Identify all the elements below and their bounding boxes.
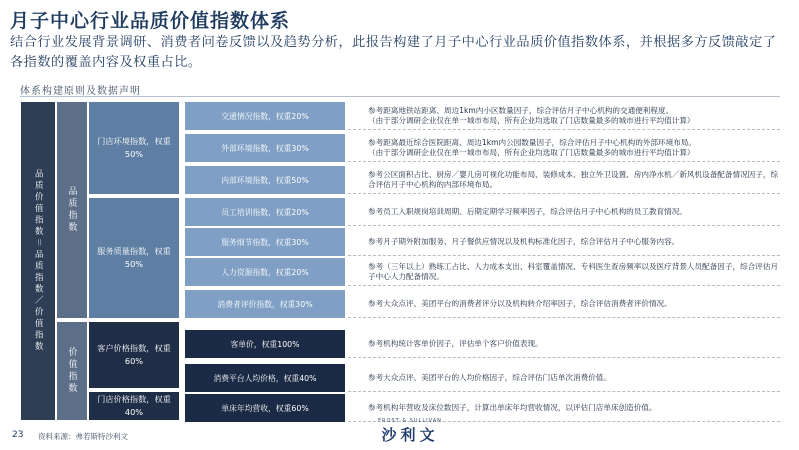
section-divider <box>20 96 780 97</box>
desc-service-detail-text: 参考月子期外附加服务、月子餐供应情况以及机构标准化因子，综合评估月子中心服务内容。 <box>368 236 680 246</box>
desc-training-text: 参考员工入职规岗培训周期、后期定期学习频率因子，综合评估月子中心机构的员工教育情况。 <box>368 206 687 216</box>
section-label: 体系构建原则及数据声明 <box>20 86 141 97</box>
price-index-label: 客户价格指数，权重60% <box>97 343 171 366</box>
service-index-label: 服务质量指数，权重50% <box>97 246 171 269</box>
desc-external-env <box>348 134 780 162</box>
quality-index-block <box>57 102 87 318</box>
indicator-external-env: 外部环境指数，权重30% <box>185 134 345 162</box>
desc-bed-revenue-text: 参考机构年营收及床位数因子，计算出单床年均营收情况，以评估门店单床创造价值。 <box>368 402 657 412</box>
indicator-bed-revenue: 单床年均营收，权重60% <box>185 394 345 422</box>
desc-internal-env <box>348 166 780 194</box>
root-index-block <box>21 102 55 420</box>
desc-external-env-note: （由于部分调研企业仅在单一城市布局，所有企业均选取了门店数量最多的城市进行平均值计算） <box>368 147 695 157</box>
quality-index-label: 品质指数 <box>66 186 77 234</box>
source-note: 资料来源：弗若斯特沙利文 <box>38 432 128 441</box>
desc-platform-price <box>348 364 780 392</box>
service-index-block <box>89 198 179 318</box>
page-subtitle: 结合行业发展背景调研、消费者问卷反馈以及趋势分析，此报告构建了月子中心行业品质价值指数体系，并根据多方反馈敲定了各指数的覆盖内容及权重占比。 <box>10 35 777 70</box>
desc-training <box>348 198 780 226</box>
indicator-consumer-review: 消费者评价指数，权重30% <box>185 290 345 318</box>
value-index-block <box>57 322 87 420</box>
desc-traffic-note: （由于部分调研企业仅在单一城市布局，所有企业均选取了门店数量最多的城市进行平均值计算） <box>368 115 695 125</box>
desc-internal-env-text: 参考公区面积占比、厨房／婴儿房可视化功能布局、装修成本、独立外卫设置、房内净水机／新风机设备配备情况因子，综合评估月子中心机构的内部环境布局。 <box>368 169 779 189</box>
desc-unit-price <box>348 330 780 358</box>
logo <box>362 418 458 445</box>
desc-hr-text: 参考（三年以上）熟练工占比、人力成本支出、科室覆盖情况、专科医生查房频率以及医疗背景人员配备因子，综合评估月子中心人力配备情况。 <box>368 261 779 281</box>
indicator-training: 员工培训指数，权重20% <box>185 198 345 226</box>
indicator-platform-price: 消费平台人均价格，权重40% <box>185 364 345 392</box>
desc-platform-price-text: 参考大众点评、美团平台的人均价格因子，综合评估门店单次消费价值。 <box>368 372 611 382</box>
page-number: 23 <box>12 430 24 440</box>
store-price-index-block <box>89 392 179 420</box>
desc-external-env-text: 参考距离最近综合医院距离、周边1km内公园数量因子，综合评估月子中心机构的外部环境布局。 <box>368 137 696 147</box>
env-index-block <box>89 102 179 194</box>
desc-consumer-review <box>348 290 780 318</box>
desc-traffic <box>348 102 780 130</box>
root-index-label: 品质价值指数＝品质指数／价值指数 <box>33 168 44 353</box>
price-index-block <box>89 322 179 388</box>
indicator-service-detail: 服务细节指数，权重30% <box>185 228 345 256</box>
env-index-label: 门店环境指数，权重50% <box>97 136 171 159</box>
indicator-unit-price: 客单价，权重100% <box>185 330 345 358</box>
indicator-traffic: 交通情况指数，权重20% <box>185 102 345 130</box>
logo-top-text: FROST & SULLIVAN <box>378 418 442 424</box>
value-index-label: 价值指数 <box>66 347 77 395</box>
desc-unit-price-text: 参考机构统计客单价因子，评估单个客户价值表现。 <box>368 338 543 348</box>
desc-consumer-review-text: 参考大众点评、美团平台的消费者评分以及机构转介绍率因子，综合评估消费者评价情况。 <box>368 298 672 308</box>
indicator-hr: 人力资源指数，权重20% <box>185 258 345 286</box>
store-price-index-label: 门店价格指数，权重40% <box>97 394 171 417</box>
page-title: 月子中心行业品质价值指数体系 <box>10 10 291 32</box>
desc-traffic-text: 参考距离地铁站距离、周边1km内小区数量因子，综合评估月子中心机构的交通便利程度。 <box>368 105 674 115</box>
logo-main-text: 沙利文 <box>381 426 439 444</box>
desc-hr <box>348 258 780 286</box>
indicator-internal-env: 内部环境指数，权重50% <box>185 166 345 194</box>
desc-service-detail <box>348 228 780 256</box>
